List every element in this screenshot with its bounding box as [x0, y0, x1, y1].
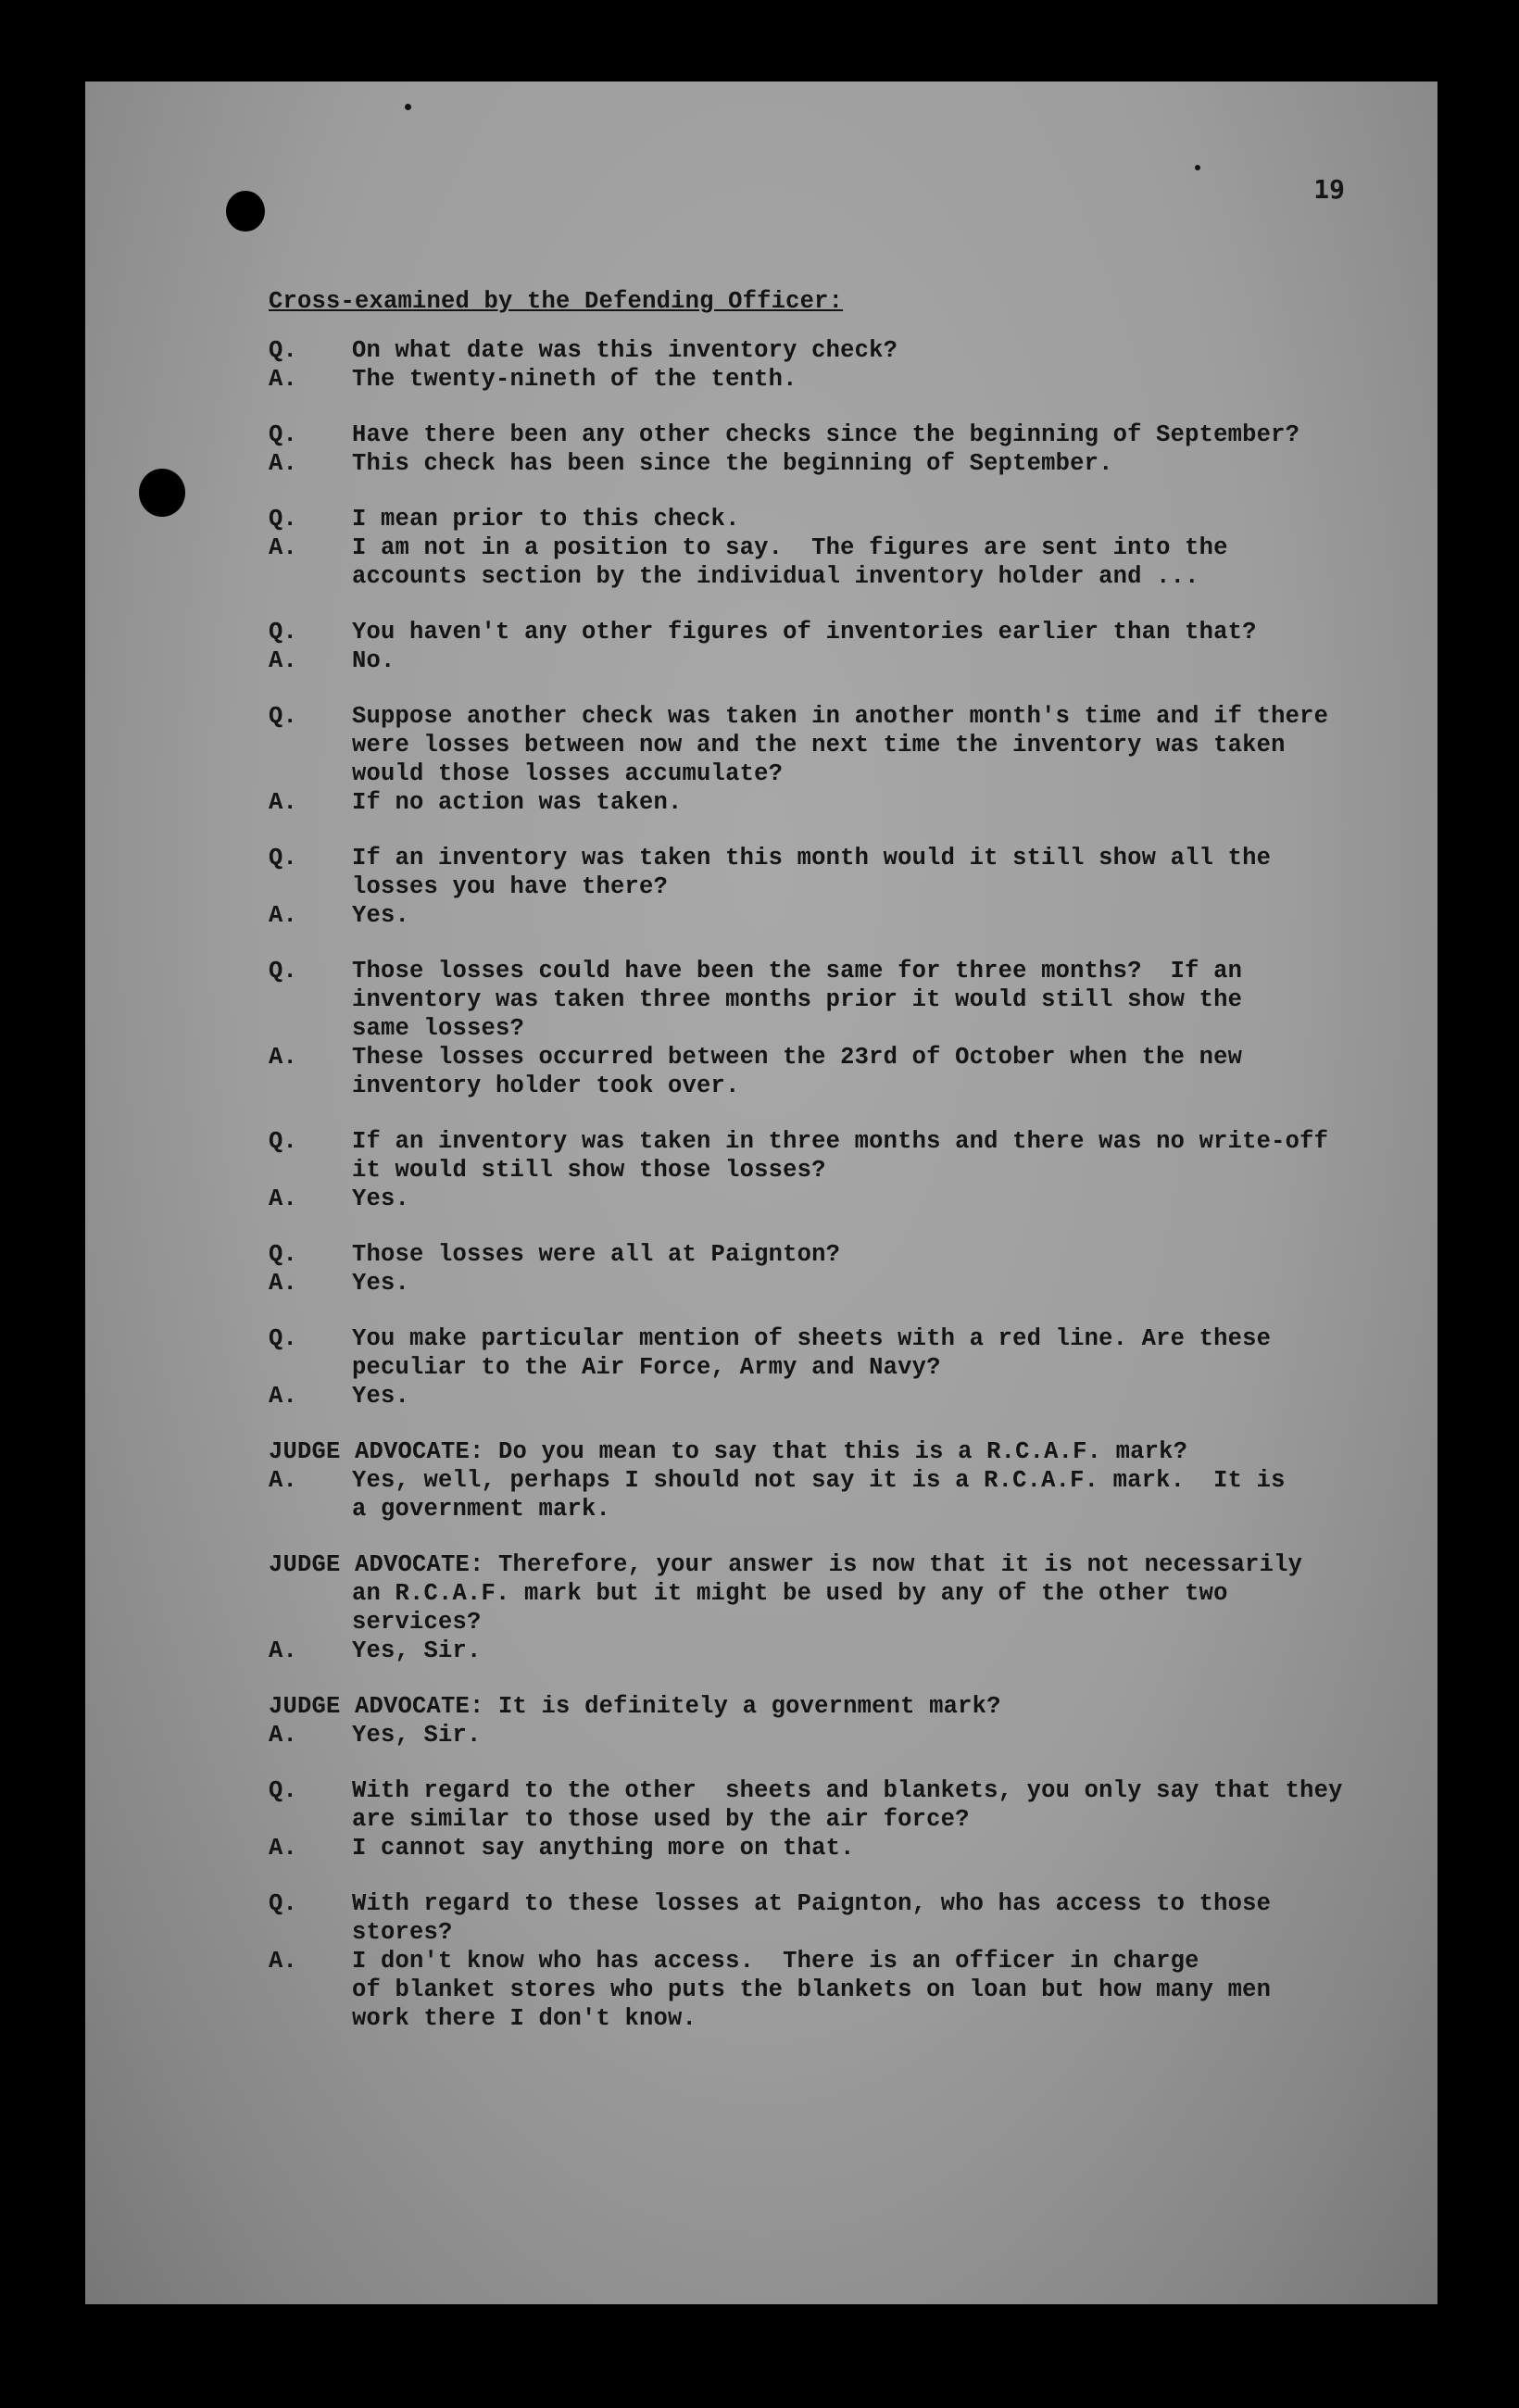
speck — [405, 104, 411, 110]
testimony-text: Yes, well, perhaps I should not say it is a R.C.A.F. mark. It is a government mark. — [352, 1467, 1286, 1523]
qa-exchange — [269, 1889, 1343, 2033]
answer-line — [269, 533, 1343, 591]
speaker-label: A. — [269, 647, 298, 674]
testimony-text: Have there been any other checks since the beginning of September? — [352, 421, 1300, 448]
qa-exchange — [269, 1324, 1343, 1411]
speaker-label: JUDGE ADVOCATE: — [269, 1551, 484, 1578]
question-line — [269, 844, 1343, 901]
question-line — [269, 1776, 1343, 1834]
punch-hole — [226, 191, 265, 232]
judge-advocate-exchange — [269, 1437, 1343, 1524]
answer-line — [269, 1043, 1343, 1100]
testimony-text: Therefore, your answer is now that it is not necessarily — [483, 1551, 1303, 1578]
section-heading: Cross-examined by the Defending Officer: — [269, 288, 844, 315]
speaker-label: A. — [269, 534, 298, 561]
question-line — [269, 1240, 1343, 1269]
speaker-label: A. — [269, 1835, 298, 1862]
testimony-text: Do you mean to say that this is a R.C.A.F. mark? — [483, 1438, 1188, 1465]
speaker-label: Q. — [269, 1777, 298, 1804]
speaker-label: Q. — [269, 1241, 298, 1268]
answer-line — [269, 1269, 1343, 1298]
testimony-text: If no action was taken. — [352, 789, 683, 816]
testimony-text: You haven't any other figures of inventories earlier than that? — [352, 619, 1257, 646]
qa-exchange — [269, 505, 1343, 591]
question-line — [269, 336, 1343, 365]
testimony-text: It is definitely a government mark? — [483, 1693, 1001, 1720]
testimony-text: Yes. — [352, 902, 410, 929]
testimony-text: If an inventory was taken in three months and there was no write-off it would still show those losses? — [352, 1128, 1329, 1184]
question-line — [269, 702, 1343, 788]
qa-exchange — [269, 1776, 1343, 1862]
testimony-text: If an inventory was taken this month would it still show all the losses you have there? — [352, 845, 1272, 900]
speaker-label: Q. — [269, 845, 298, 872]
qa-exchange — [269, 957, 1343, 1100]
testimony-text: The twenty-nineth of the tenth. — [352, 366, 797, 393]
answer-line — [269, 449, 1343, 478]
speaker-label: Q. — [269, 421, 298, 448]
speaker-label: A. — [269, 1467, 298, 1494]
speaker-label: A. — [269, 450, 298, 477]
answer-line — [269, 365, 1343, 394]
answer-line — [269, 1185, 1343, 1213]
qa-exchange — [269, 1240, 1343, 1298]
answer-line — [269, 1947, 1343, 2033]
speaker-label: JUDGE ADVOCATE: — [269, 1693, 484, 1720]
speaker-label: Q. — [269, 1128, 298, 1155]
speaker-label: A. — [269, 1383, 298, 1410]
testimony-text: Those losses were all at Paignton? — [352, 1241, 841, 1268]
speaker-label: A. — [269, 366, 298, 393]
testimony-text: an R.C.A.F. mark but it might be used by any of the other two services? — [352, 1580, 1228, 1636]
testimony-text: Yes. — [352, 1383, 410, 1410]
testimony-text: With regard to these losses at Paignton, who has access to those stores? — [352, 1890, 1272, 1946]
testimony-text: Yes, Sir. — [352, 1722, 482, 1749]
judge-advocate-question — [269, 1437, 1343, 1466]
question-line — [269, 1889, 1343, 1947]
testimony-text: I am not in a position to say. The figures are sent into the accounts section by the individual inventory holder and ... — [352, 534, 1228, 590]
speck — [1195, 165, 1200, 170]
question-line — [269, 1127, 1343, 1185]
testimony-text: Those losses could have been the same for three months? If an inventory was taken three months prior it would still show the same losses? — [352, 958, 1243, 1042]
testimony-text: Yes. — [352, 1270, 410, 1297]
answer-line — [269, 1382, 1343, 1411]
question-line — [269, 420, 1343, 449]
answer-line — [269, 788, 1343, 817]
testimony-text: I mean prior to this check. — [352, 506, 740, 533]
answer-line — [269, 1721, 1343, 1750]
speaker-label: Q. — [269, 619, 298, 646]
speaker-label: A. — [269, 1637, 298, 1664]
qa-exchange — [269, 420, 1343, 478]
testimony-text: You make particular mention of sheets with a red line. Are these peculiar to the Air Force, Army and Navy? — [352, 1325, 1272, 1381]
transcript — [269, 287, 1343, 2060]
qa-exchange — [269, 1127, 1343, 1213]
testimony-text: On what date was this inventory check? — [352, 337, 898, 364]
answer-line — [269, 1637, 1343, 1665]
testimony-text: I don't know who has access. There is an officer in charge of blanket stores who puts the blankets on loan but how many men work there I don't know. — [352, 1948, 1272, 2032]
answer-line — [269, 1834, 1343, 1862]
question-line — [269, 618, 1343, 646]
speaker-label: Q. — [269, 1325, 298, 1352]
answer-line — [269, 646, 1343, 675]
page-number: 19 — [1313, 174, 1345, 205]
speaker-label: Q. — [269, 958, 298, 985]
speaker-label: A. — [269, 1722, 298, 1749]
speaker-label: Q. — [269, 1890, 298, 1917]
question-line — [269, 1324, 1343, 1382]
testimony-text: I cannot say anything more on that. — [352, 1835, 855, 1862]
document-page — [85, 82, 1437, 2304]
judge-advocate-exchange — [269, 1550, 1343, 1665]
qa-exchange — [269, 336, 1343, 394]
judge-advocate-exchange — [269, 1692, 1343, 1750]
testimony-text: No. — [352, 647, 395, 674]
answer-line — [269, 901, 1343, 930]
judge-advocate-question — [269, 1550, 1343, 1579]
testimony-text: These losses occurred between the 23rd of October when the new inventory holder took over. — [352, 1044, 1243, 1099]
question-line — [269, 505, 1343, 533]
testimony-text: This check has been since the beginning of September. — [352, 450, 1113, 477]
speaker-label: Q. — [269, 506, 298, 533]
punch-hole — [139, 469, 185, 517]
testimony-text: Yes, Sir. — [352, 1637, 482, 1664]
answer-line — [269, 1466, 1343, 1524]
question-line — [269, 957, 1343, 1043]
testimony-text: Yes. — [352, 1185, 410, 1212]
speaker-label: A. — [269, 1948, 298, 1975]
speaker-label: A. — [269, 789, 298, 816]
judge-advocate-question — [269, 1692, 1343, 1721]
speaker-label: Q. — [269, 337, 298, 364]
speaker-label: A. — [269, 902, 298, 929]
testimony-text: Suppose another check was taken in another month's time and if there were losses between now and the next time the inventory was taken would those losses accumulate? — [352, 703, 1329, 787]
speaker-label: A. — [269, 1185, 298, 1212]
speaker-label: A. — [269, 1270, 298, 1297]
qa-exchange — [269, 702, 1343, 817]
testimony-text: With regard to the other sheets and blankets, you only say that they are similar to those used by the air force? — [352, 1777, 1343, 1833]
speaker-label: JUDGE ADVOCATE: — [269, 1438, 484, 1465]
speaker-label: Q. — [269, 703, 298, 730]
speaker-label: A. — [269, 1044, 298, 1071]
qa-exchange — [269, 618, 1343, 675]
qa-exchange — [269, 844, 1343, 930]
